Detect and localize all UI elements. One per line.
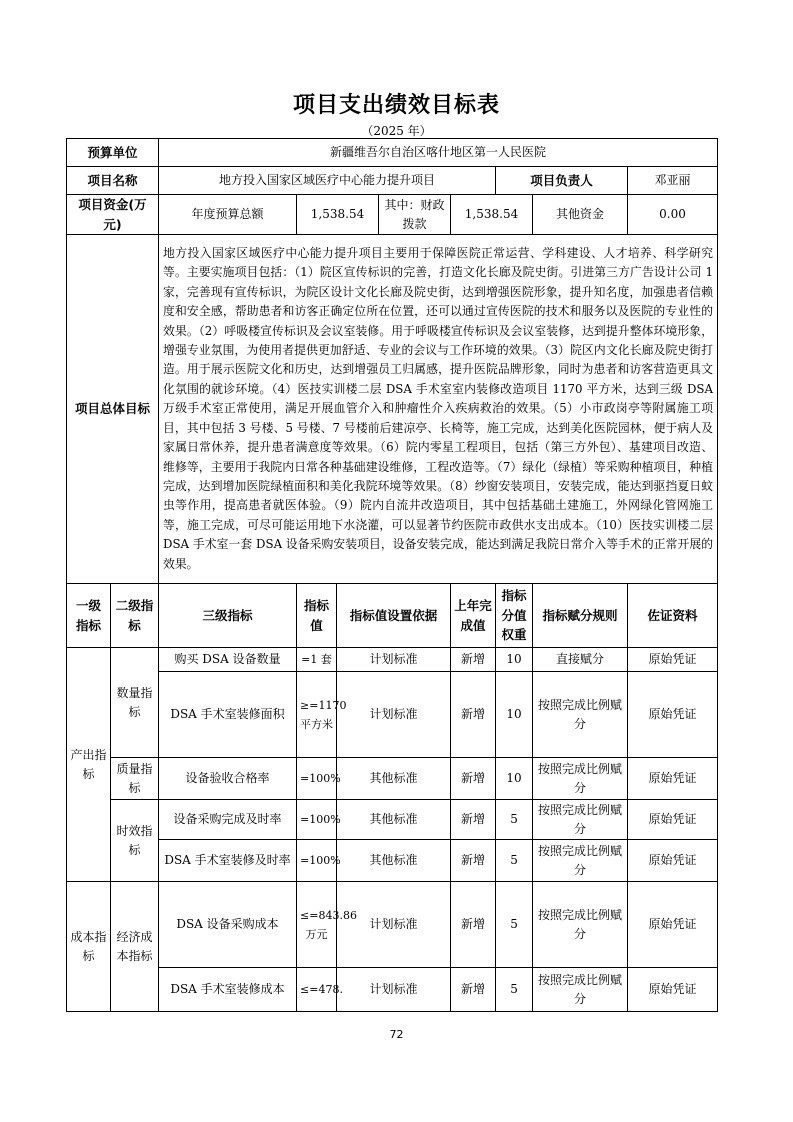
project-value: 地方投入国家区域医疗中心能力提升项目 [159, 167, 496, 195]
row-prev: 新增 [451, 800, 496, 840]
row-weight: 10 [496, 758, 533, 800]
row-value: ≤=843.86万元 [297, 882, 337, 968]
table-row [67, 800, 718, 840]
col-evidence: 佐证资料 [628, 584, 718, 648]
row-rule: 按照完成比例赋分 [533, 968, 628, 1012]
row-name: DSA 手术室装修面积 [159, 672, 297, 758]
table-row [67, 968, 718, 1012]
row-weight: 5 [496, 882, 533, 968]
row-weight: 5 [496, 800, 533, 840]
row-value: =100% [297, 840, 337, 882]
row-name: DSA 手术室装修成本 [159, 968, 297, 1012]
row-value: ≥=1170平方米 [297, 672, 337, 758]
row-weight: 10 [496, 672, 533, 758]
row-weight: 5 [496, 968, 533, 1012]
row-weight: 5 [496, 840, 533, 882]
row-evidence: 原始凭证 [628, 882, 718, 968]
unit-label: 预算单位 [67, 139, 159, 167]
other-value: 0.00 [628, 195, 718, 235]
row-evidence: 原始凭证 [628, 758, 718, 800]
row-rule: 直接赋分 [533, 648, 628, 672]
annual-label: 年度预算总额 [159, 195, 297, 235]
goal-text: 地方投入国家区域医疗中心能力提升项目主要用于保障医院正常运营、学科建设、人才培养、科学研究等。主要实施项目包括：（1）院区宣传标识的完善，打造文化长廊及院史街。引进第三方广告设计公司 1 家，完善现有宣传标识，为院区设计文化长廊及院史街，达到增强医院形象，提升知名度，加强患者信赖度和安全感，帮助患者和访客正确定位所在位置，还可以通过宣传医院的技术和服务以及医院的专业性的效果。（2）呼吸楼宣传标识及会议室装修。用于呼吸楼宣传标识及会议室装修，达到提升整体环境形象，增强专业氛围，为使用者提供更加舒适、专业的会议与工作环境的效果。（3）院区内文化长廊及院史街打造。用于展示医院文化和历史，达到增强员工归属感，提升医院品牌形象，同时为患者和访客营造更具文化氛围的就诊环境。（4）医技实训楼二层 DSA 手术室室内装修改造项目 1170 平方米，达到三级 DSA 万级手术室正常使用，满足开展血管介入和肿瘤性介入疾病救治的效果。（5）小市政岗亭等附属施工项目，其中包括 3 号楼、5 号楼、7 号楼前后建凉亭、长椅等，施工完成，达到美化医院园林，便于病人及家属日常休养，提升患者满意度等效果。（6）院内零星工程项目，包括（第三方外包）、基建项目改造、维修等，主要用于我院内日常各种基础建设维修，工程改造等。（7）绿化（绿植）等采购种植项目，种植完成，达到增加医院绿植面积和美化我院环境等效果。（8）纱窗安装项目，安装完成，能达到驱挡夏日蚊虫等作用，提高患者就医体验。（9）院内自流井改造项目，其中包括基础土建施工，外网绿化管网施工等，施工完成，可尽可能运用地下水浇灌，可以显著节约医院市政供水支出成本。（10）医技实训楼二层 DSA 手术室一套 DSA 设备采购安装项目，设备安装完成，能达到满足我院日常介入等手术的正常开展的效果。 [159, 235, 718, 584]
col-level1: 一级指标 [67, 584, 111, 648]
table-row [67, 648, 718, 672]
row-evidence: 原始凭证 [628, 800, 718, 840]
col-basis: 指标值设置依据 [337, 584, 451, 648]
row-prev: 新增 [451, 968, 496, 1012]
row-evidence: 原始凭证 [628, 672, 718, 758]
row-value: =1 套 [297, 648, 337, 672]
level1-output: 产出指标 [67, 648, 111, 882]
fiscal-value: 1,538.54 [451, 195, 533, 235]
table-row [67, 882, 718, 968]
row-value: ≤=478. [297, 968, 337, 1012]
level2-quantity: 数量指标 [111, 648, 159, 758]
col-value: 指标值 [297, 584, 337, 648]
row-basis: 其他标准 [337, 840, 451, 882]
row-basis: 其他标准 [337, 758, 451, 800]
row-prev: 新增 [451, 882, 496, 968]
row-basis: 其他标准 [337, 800, 451, 840]
goal-label: 项目总体目标 [67, 235, 159, 584]
row-name: DSA 设备采购成本 [159, 882, 297, 968]
col-level3: 三级指标 [159, 584, 297, 648]
table-row [67, 758, 718, 800]
fiscal-label: 其中：财政拨款 [379, 195, 451, 235]
funds-label: 项目资金(万元) [67, 195, 159, 235]
project-label: 项目名称 [67, 167, 159, 195]
row-weight: 10 [496, 648, 533, 672]
col-rule: 指标赋分规则 [533, 584, 628, 648]
table-row [67, 672, 718, 758]
level2-quality: 质量指标 [111, 758, 159, 800]
row-evidence: 原始凭证 [628, 648, 718, 672]
row-name: 设备验收合格率 [159, 758, 297, 800]
level1-cost: 成本指标 [67, 882, 111, 1012]
leader-label: 项目负责人 [496, 167, 628, 195]
row-basis: 计划标准 [337, 648, 451, 672]
row-basis: 计划标准 [337, 968, 451, 1012]
table-row [67, 840, 718, 882]
row-evidence: 原始凭证 [628, 968, 718, 1012]
row-rule: 按照完成比例赋分 [533, 800, 628, 840]
col-prev: 上年完成值 [451, 584, 496, 648]
row-basis: 计划标准 [337, 672, 451, 758]
page-title: 项目支出绩效目标表 [292, 93, 500, 118]
row-evidence: 原始凭证 [628, 840, 718, 882]
leader-value: 邓亚丽 [628, 167, 718, 195]
level2-timeliness: 时效指标 [111, 800, 159, 882]
other-label: 其他资金 [533, 195, 628, 235]
col-weight: 指标分值权重 [496, 584, 533, 648]
row-basis: 计划标准 [337, 882, 451, 968]
row-prev: 新增 [451, 672, 496, 758]
row-value: =100% [297, 800, 337, 840]
year-label: （2025 年） [361, 124, 432, 138]
row-rule: 按照完成比例赋分 [533, 758, 628, 800]
row-prev: 新增 [451, 840, 496, 882]
row-rule: 按照完成比例赋分 [533, 882, 628, 968]
row-value: =100% [297, 758, 337, 800]
row-name: DSA 手术室装修及时率 [159, 840, 297, 882]
row-prev: 新增 [451, 758, 496, 800]
row-rule: 按照完成比例赋分 [533, 672, 628, 758]
row-prev: 新增 [451, 648, 496, 672]
row-name: 购买 DSA 设备数量 [159, 648, 297, 672]
unit-value: 新疆维吾尔自治区喀什地区第一人民医院 [159, 139, 718, 167]
page-number: 72 [389, 1028, 404, 1041]
annual-value: 1,538.54 [297, 195, 379, 235]
col-level2: 二级指标 [111, 584, 159, 648]
row-name: 设备采购完成及时率 [159, 800, 297, 840]
row-rule: 按照完成比例赋分 [533, 840, 628, 882]
performance-table [66, 138, 718, 1012]
level2-economic: 经济成本指标 [111, 882, 159, 1012]
